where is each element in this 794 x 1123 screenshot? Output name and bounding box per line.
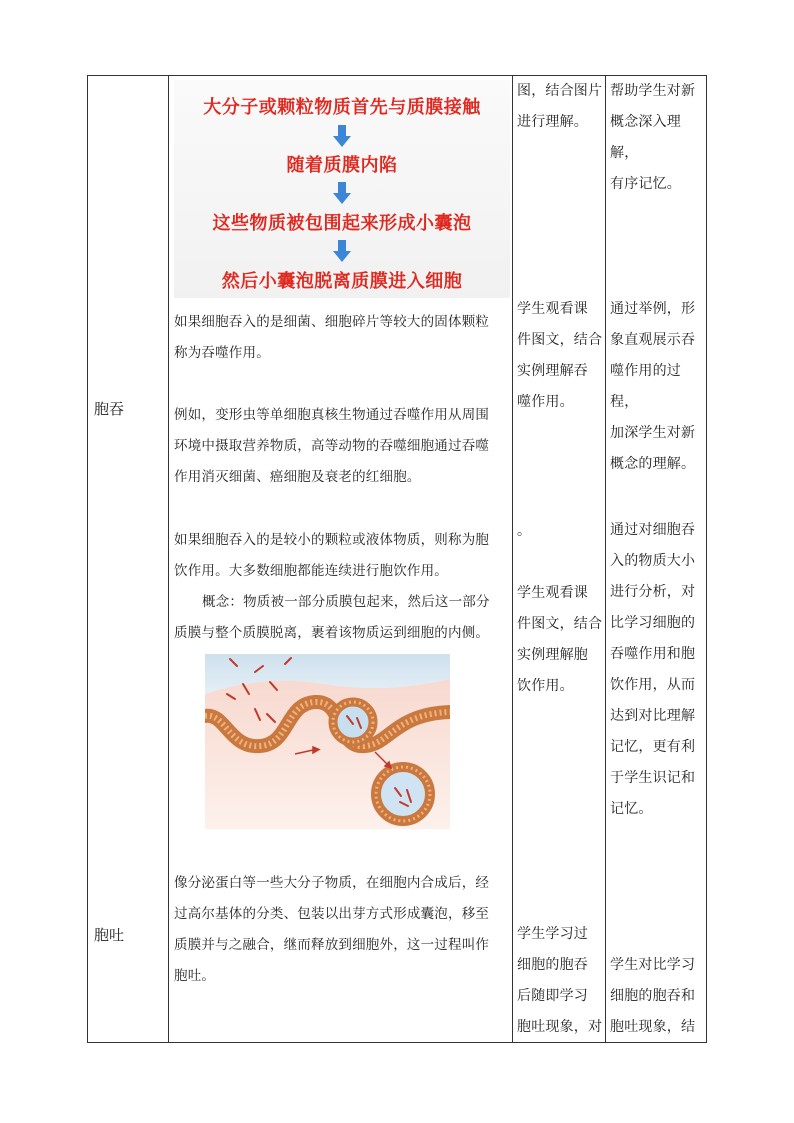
endocytosis-membrane-illustration [205, 654, 450, 829]
student-activity-1: 图，结合图片 进行理解。 [517, 83, 603, 130]
example-paragraph: 例如，变形虫等单细胞真核生物通过吞噬作用从周围 环境中摄取营养物质，高等动物的吞噬细胞通过吞噬 作用消灭细菌、癌细胞及衰老的红细胞。 [174, 407, 490, 485]
design-intent-2: 通过举例，形 象直观展示吞 噬作用的过程， 加深学生对新 概念的理解。 [610, 301, 696, 472]
design-intent-3: 通过对细胞吞 入的物质大小 进行分析，对 比学习细胞的 吞噬作用和胞 饮作用，从而 达到对比理解 记忆，更有利 于学生识记和 记忆。 [610, 522, 696, 817]
column-divider-2 [512, 76, 513, 1042]
topic-endocytosis: 胞吞 [94, 400, 125, 418]
concept-paragraph: 概念：物质被一部分质膜包起来，然后这一部分 质膜与整个质膜脱离，裹着该物质运到细胞的内侧。 [174, 594, 490, 641]
flow-step-4: 然后小囊泡脱离质膜进入细胞 [221, 271, 463, 292]
phagocytosis-paragraph: 如果细胞吞入的是细菌、细胞碎片等较大的固体颗粒 称为吞噬作用。 [174, 314, 490, 361]
column-divider-1 [168, 76, 169, 1042]
flow-step-1: 大分子或颗粒物质首先与质膜接触 [203, 97, 481, 118]
student-activity-2: 学生观看课 件图文，结合 实例理解吞 噬作用。 [517, 301, 603, 410]
down-arrow-icon [333, 125, 351, 147]
flow-step-2: 随着质膜内陷 [286, 155, 398, 176]
column-divider-3 [605, 76, 606, 1042]
flow-step-3: 这些物质被包围起来形成小囊泡 [212, 213, 472, 234]
pinocytosis-paragraph: 如果细胞吞入的是较小的颗粒或液体物质，则称为胞 饮作用。大多数细胞都能连续进行胞饮作用。 [174, 532, 490, 579]
student-dot: 。 [517, 523, 532, 539]
lesson-table [87, 75, 707, 1043]
down-arrow-icon [333, 182, 351, 204]
topic-exocytosis: 胞吐 [94, 926, 125, 944]
down-arrow-icon [333, 240, 351, 262]
exocytosis-paragraph: 像分泌蛋白等一些大分子物质，在细胞内合成后，经 过高尔基体的分类、包装以出芽方式形成囊泡，移至 质膜并与之融合，继而释放到细胞外，这一过程叫作 胞吐。 [174, 875, 490, 984]
student-activity-3: 学生观看课 件图文，结合 实例理解胞 饮作用。 [517, 585, 603, 694]
design-intent-4: 学生对比学习 细胞的胞吞和 胞吐现象，结 [610, 957, 696, 1035]
endocytosis-flow-diagram [174, 80, 510, 298]
design-intent-1: 帮助学生对新 概念深入理解， 有序记忆。 [610, 83, 696, 192]
student-activity-4: 学生学习过 细胞的胞吞 后随即学习 胞吐现象，对 [517, 926, 603, 1035]
